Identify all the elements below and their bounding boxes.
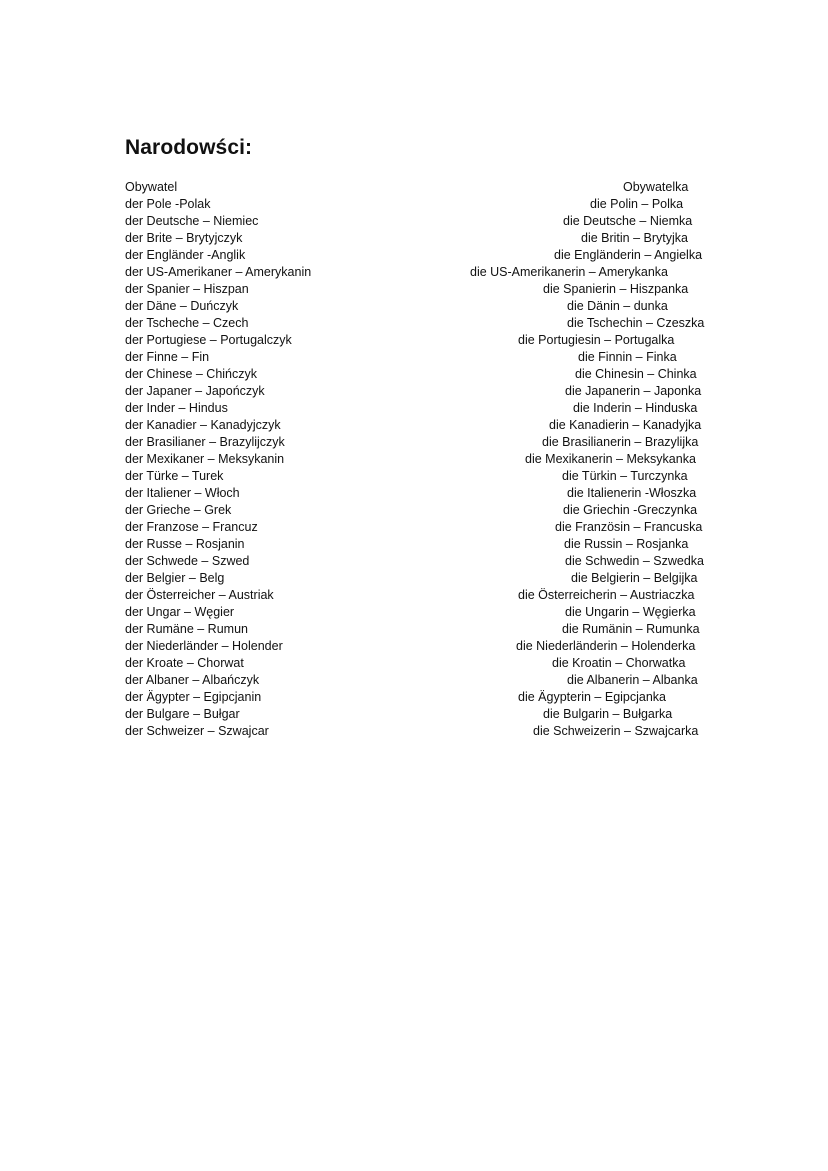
table-row (125, 332, 705, 349)
male-form: der Italiener – Włoch (125, 486, 240, 500)
table-row (125, 570, 705, 587)
table-row (125, 400, 705, 417)
table-row (125, 672, 705, 689)
male-form: der Pole -Polak (125, 197, 211, 211)
male-form: der Tscheche – Czech (125, 316, 249, 330)
female-form: die Finnin – Finka (578, 350, 677, 364)
table-row (125, 536, 705, 553)
male-form: der Ungar – Węgier (125, 605, 235, 619)
male-form: der Bulgare – Bułgar (125, 707, 240, 721)
male-form: der Däne – Duńczyk (125, 299, 239, 313)
female-form: die Britin – Brytyjka (581, 231, 688, 245)
male-form: der Inder – Hindus (125, 401, 228, 415)
female-form: die Schweizerin – Szwajcarka (533, 724, 699, 738)
female-form: die Portugiesin – Portugalka (518, 333, 675, 347)
female-form: die Ägypterin – Egipcjanka (518, 690, 667, 704)
male-form: der Engländer -Anglik (125, 248, 246, 262)
header-row (125, 179, 705, 196)
female-form: die Bulgarin – Bułgarka (543, 707, 673, 721)
female-form: die Ungarin – Węgierka (565, 605, 696, 619)
table-row (125, 417, 705, 434)
male-form: der Kanadier – Kanadyjczyk (125, 418, 281, 432)
female-form: die Türkin – Turczynka (562, 469, 688, 483)
female-form: die Russin – Rosjanka (564, 537, 689, 551)
nationality-list (125, 179, 705, 740)
table-row (125, 264, 705, 281)
table-row (125, 434, 705, 451)
female-form: die Albanerin – Albanka (567, 673, 698, 687)
male-form: der Mexikaner – Meksykanin (125, 452, 285, 466)
male-form: der Brasilianer – Brazylijczyk (125, 435, 285, 449)
male-form: der Ägypter – Egipcjanin (125, 690, 262, 704)
table-row (125, 655, 705, 672)
male-form: der Niederländer – Holender (125, 639, 283, 653)
table-row (125, 451, 705, 468)
male-form: der Portugiese – Portugalczyk (125, 333, 292, 347)
table-row (125, 706, 705, 723)
table-row (125, 723, 705, 740)
female-form: die Kanadierin – Kanadyjka (549, 418, 702, 432)
female-form: die Chinesin – Chinka (575, 367, 697, 381)
table-row (125, 587, 705, 604)
page-title: Narodowści: (125, 136, 253, 159)
table-row (125, 468, 705, 485)
table-row (125, 502, 705, 519)
female-form: die Japanerin – Japonka (565, 384, 702, 398)
table-row (125, 519, 705, 536)
table-row (125, 196, 705, 213)
table-row (125, 213, 705, 230)
table-row (125, 621, 705, 638)
male-form: der Japaner – Japończyk (125, 384, 265, 398)
table-row (125, 315, 705, 332)
male-form: der Spanier – Hiszpan (125, 282, 249, 296)
male-form: der Belgier – Belg (125, 571, 225, 585)
female-form: die Polin – Polka (590, 197, 684, 211)
male-form: der Rumäne – Rumun (125, 622, 248, 636)
female-form: die Kroatin – Chorwatka (552, 656, 686, 670)
female-form: die Griechin -Greczynka (563, 503, 698, 517)
male-form: der Kroate – Chorwat (125, 656, 244, 670)
female-form: die Niederländerin – Holenderka (516, 639, 696, 653)
male-form: der Schwede – Szwed (125, 554, 250, 568)
table-row (125, 366, 705, 383)
male-form: der Chinese – Chińczyk (125, 367, 258, 381)
female-form: die Tschechin – Czeszka (567, 316, 705, 330)
table-row (125, 638, 705, 655)
female-form: die Brasilianerin – Brazylijka (542, 435, 699, 449)
female-form: die Österreicherin – Austriaczka (518, 588, 695, 602)
table-row (125, 485, 705, 502)
male-form: der Albaner – Albańczyk (125, 673, 260, 687)
female-column-header: Obywatelka (623, 180, 689, 194)
female-form: die Spanierin – Hiszpanka (543, 282, 689, 296)
female-form: die Dänin – dunka (567, 299, 668, 313)
female-form: die US-Amerikanerin – Amerykanka (470, 265, 668, 279)
female-form: die Engländerin – Angielka (554, 248, 703, 262)
female-form: die Inderin – Hinduska (573, 401, 698, 415)
male-form: der Schweizer – Szwajcar (125, 724, 269, 738)
male-form: der Finne – Fin (125, 350, 210, 364)
table-row (125, 247, 705, 264)
male-form: der Grieche – Grek (125, 503, 232, 517)
male-form: der Deutsche – Niemiec (125, 214, 259, 228)
female-form: die Rumänin – Rumunka (562, 622, 700, 636)
female-form: die Italienerin -Włoszka (567, 486, 697, 500)
female-form: die Französin – Francuska (555, 520, 703, 534)
male-form: der Brite – Brytyjczyk (125, 231, 243, 245)
table-row (125, 604, 705, 621)
male-form: der Türke – Turek (125, 469, 224, 483)
female-form: die Deutsche – Niemka (563, 214, 693, 228)
male-form: der Österreicher – Austriak (125, 588, 274, 602)
female-form: die Mexikanerin – Meksykanka (525, 452, 696, 466)
male-form: der Russe – Rosjanin (125, 537, 245, 551)
female-form: die Schwedin – Szwedka (565, 554, 704, 568)
table-row (125, 298, 705, 315)
male-form: der US-Amerikaner – Amerykanin (125, 265, 312, 279)
female-form: die Belgierin – Belgijka (571, 571, 698, 585)
table-row (125, 230, 705, 247)
table-row (125, 349, 705, 366)
table-row (125, 689, 705, 706)
table-row (125, 553, 705, 570)
table-row (125, 281, 705, 298)
table-row (125, 383, 705, 400)
male-column-header: Obywatel (125, 180, 178, 194)
male-form: der Franzose – Francuz (125, 520, 258, 534)
